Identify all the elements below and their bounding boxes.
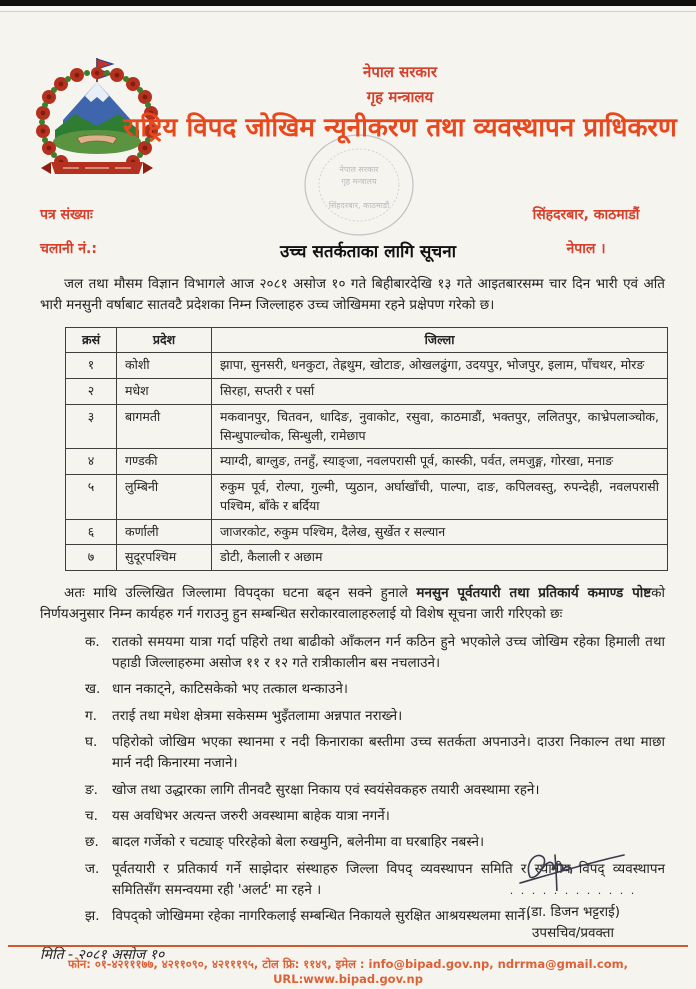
table-cell: २: [66, 379, 117, 405]
footer-contact-line: फोन: ०१-४२१११७७, ४२११०९०, ४२१११९५, टोल फ्रि: ११४९, इमेल : info@bipad.gov.np, ndrrma@gmail.com, URL:www.bipad.gov.np: [68, 957, 628, 986]
ministry-name: गृह मन्त्रालय: [366, 88, 434, 106]
list-item-text: खोज तथा उद्धारका लागि तीनवटै सुरक्षा निकाय एवं स्वयंसेवकहरु तयारी अवस्थामा रहने।: [112, 781, 540, 798]
government-name: नेपाल सरकार: [363, 63, 437, 81]
table-cell: ३: [66, 404, 117, 449]
footer-divider: [8, 945, 688, 947]
list-item: [85, 732, 665, 775]
address-line2: नेपाल ।: [566, 241, 606, 257]
signature-block: [488, 843, 658, 941]
table-cell: ४: [66, 449, 117, 475]
table-cell: डोटी, कैलाली र अछाम: [212, 545, 668, 571]
list-item-label: घ.: [85, 734, 98, 751]
list-item-text: रातको समयमा यात्रा गर्दा पहिरो तथा बाढीको आँकलन गर्न कठिन हुने भएकोले उच्च जोखिम रहेका हिमाली तथा पहाडी जिल्लाहरुमा असोज ११ र १२ गते रात्रीकालीन बस नचलाउने।: [112, 633, 665, 672]
list-item-text: तराई तथा मधेश क्षेत्रमा सकेसम्म भुइँतलामा अन्नपात नराख्ने।: [112, 707, 403, 724]
list-item-label: च.: [85, 808, 98, 825]
list-item-label: क.: [85, 633, 100, 650]
risk-table-body: [66, 353, 668, 571]
list-item-label: झ.: [85, 908, 100, 925]
col-header-province: प्रदेश: [117, 327, 212, 353]
table-cell: कर्णाली: [117, 519, 212, 545]
district-risk-table: [65, 327, 668, 572]
table-cell: कोशी: [117, 353, 212, 379]
list-item-text: धान नकाट्ने, काटिसकेको भए तत्काल थन्काउने।: [112, 681, 349, 698]
directive-bold: मनसुन पूर्वतयारी तथा प्रतिकार्य कमाण्ड पोष्ट: [416, 585, 652, 602]
table-cell: गण्डकी: [117, 449, 212, 475]
col-header-district: जिल्ला: [212, 327, 668, 353]
directive-post: को निर्णयअनुसार निम्न कार्यहरु गर्न गराउनु हुन सम्बन्धित सरोकारवालाहरुलाई यो विशेष सूचना जारी गरिएको छः: [40, 585, 665, 623]
table-cell: ५: [66, 475, 117, 520]
list-item: [85, 780, 665, 801]
list-item-text: पूर्वतयारी र प्रतिकार्य गर्ने साझेदार संस्थाहरु जिल्ला विपद् व्यवस्थापन समिति र स्थानीय विपद् व्यवस्थापन समितिसँग समन्वयमा रही 'अलर्ट' मा रहने ।: [112, 860, 665, 899]
directive-paragraph: [40, 583, 665, 626]
table-row: [66, 353, 668, 379]
authority-name: राष्ट्रिय विपद जोखिम न्यूनीकरण तथा व्यवस्थापन प्राधिकरण: [123, 113, 677, 143]
list-item: [85, 632, 665, 675]
signatory-name: (डा. डिजन भट्टराई): [525, 904, 621, 920]
table-row: [66, 475, 668, 520]
directive-pre: अतः माथि उल्लिखित जिल्लामा विपद्का घटना बढ्न सक्ने हुनाले: [64, 585, 417, 602]
intro-paragraph: जल तथा मौसम विज्ञान विभागले आज २०८१ असोज १० गते बिहीबारदेखि १३ गते आइतबारसम्म चार दिन भारी एवं अति भारी मनसुनी वर्षाबाट सातवटै प्रदेशका निम्न जिल्लाहरु उच्च जोखिममा रहने प्रक्षेपण गरेको छ।: [40, 276, 665, 314]
table-header-row: [66, 327, 668, 353]
table-cell: झापा, सुनसरी, धनकुटा, तेह्रथुम, खोटाङ, ओखलढुंगा, उदयपुर, भोजपुर, इलाम, पाँचथर, मोरङ: [212, 353, 668, 379]
table-cell: ७: [66, 545, 117, 571]
list-item-text: बादल गर्जेको र चट्याङ् परिरहेको बेला रुखमुनि, बलेनीमा वा घरबाहिर नबस्ने।: [112, 834, 485, 851]
letterhead: [104, 63, 696, 144]
list-item: [85, 679, 665, 700]
table-cell: सिरहा, सप्तरी र पर्सा: [212, 379, 668, 405]
table-cell: सुदूरपश्चिम: [117, 545, 212, 571]
table-cell: ६: [66, 519, 117, 545]
table-row: [66, 545, 668, 571]
table-cell: म्याग्दी, बाग्लुङ, तनहुँ, स्याङ्जा, नवलपरासी पूर्व, कास्की, पर्वत, लमजुङ्ग, गोरखा, मनाङ: [212, 449, 668, 475]
table-cell: जाजरकोट, रुकुम पश्चिम, दैलेख, सुर्खेत र सल्यान: [212, 519, 668, 545]
dispatch-number-label: चलानी नं.:: [40, 241, 97, 257]
list-item-label: ज.: [85, 860, 100, 877]
col-header-sn: क्रसं: [66, 327, 117, 353]
table-row: [66, 449, 668, 475]
stamp-line3: सिंहदरबार, काठमाडौं: [328, 201, 390, 210]
list-item: [85, 806, 665, 827]
list-item-text: यस अवधिभर अत्यन्त जरुरी अवस्थामा बाहेक यात्रा नगर्ने।: [112, 808, 390, 825]
list-item-text: पहिरोको जोखिम भएका स्थानमा र नदी किनाराका बस्तीमा उच्च सतर्कता अपनाउने। दाउरा निकाल्न तथा माछा मार्न नदी किनारमा नजाने।: [112, 734, 665, 772]
table-cell: मकवानपुर, चितवन, धादिङ, नुवाकोट, रसुवा, काठमाडौं, भक्तपुर, ललितपुर, काभ्रेपलाञ्चोक, सिन्धुपाल्चोक, सिन्धुली, रामेछाप: [212, 404, 668, 449]
table-head: [66, 327, 668, 353]
letter-number-label: पत्र संख्याः: [40, 207, 93, 223]
stamp-line2: गृह मन्त्रालय: [341, 177, 377, 186]
list-item-text: विपद्को जोखिममा रहेका नागरिकलाई सम्बन्धित निकायले सुरक्षित आश्रयस्थलमा सार्ने।: [112, 908, 531, 925]
list-item: [85, 706, 665, 727]
table-cell: मधेश: [117, 379, 212, 405]
table-cell: बागमती: [117, 404, 212, 449]
table-cell: लुम्बिनी: [117, 475, 212, 520]
table-row: [66, 519, 668, 545]
list-item-label: छ.: [85, 834, 99, 851]
scan-edge-line: [0, 11, 696, 12]
list-item-label: ग.: [85, 707, 97, 724]
list-item-label: ङ.: [85, 781, 98, 798]
notice-title: उच्च सतर्कताका लागि सूचना: [279, 242, 457, 262]
address-line1: सिंहदरबार, काठमाडौं: [532, 207, 640, 223]
table-cell: रुकुम पूर्व, रोल्पा, गुल्मी, प्युठान, अर्घाखाँची, पाल्पा, दाङ, कपिलवस्तु, रुपन्देही, नवलपरासी पश्चिम, बाँके र बर्दिया: [212, 475, 668, 520]
signatory-role: उपसचिव/प्रवक्ता: [532, 925, 614, 941]
stamp-line1: नेपाल सरकार: [339, 165, 379, 174]
list-item-label: ख.: [85, 681, 101, 698]
scan-top-strip: [0, 0, 696, 6]
table-row: [66, 379, 668, 405]
signature-dotted-line: . . . . . . . . . . . .: [509, 884, 637, 897]
date-line: मिति - २०८१ असोज १०: [40, 946, 165, 963]
table-cell: १: [66, 353, 117, 379]
letter-meta: [40, 205, 666, 262]
table-row: [66, 404, 668, 449]
